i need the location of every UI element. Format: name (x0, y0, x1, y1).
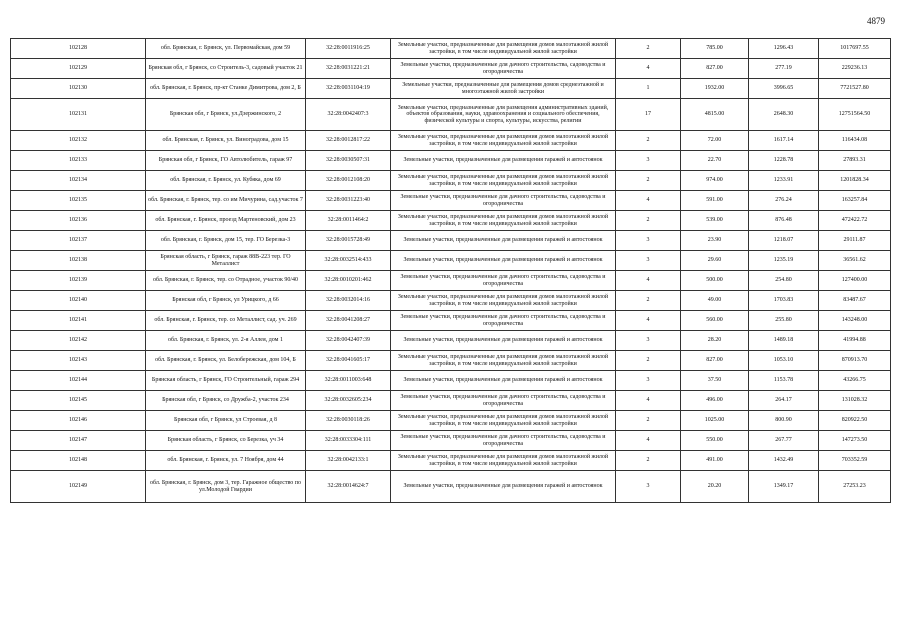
table-row (11, 411, 891, 431)
row-group: 2 (616, 411, 681, 431)
row-cadastral-number: 32:28:0011464:2 (306, 211, 391, 231)
row-specific-value: 264.17 (749, 391, 819, 411)
row-cadastral-value: 143248.00 (819, 311, 891, 331)
row-address: Брянская область, г Брянск, со Березка, уч 34 (146, 431, 306, 451)
row-area: 20.20 (681, 471, 749, 503)
row-number: 102133 (11, 151, 146, 171)
row-land-use: Земельные участки, предназначенные для размещения домов малоэтажной жилой застройки, в том числе индивидуальной жилой застройки (391, 351, 616, 371)
row-area: 827.00 (681, 351, 749, 371)
row-group: 3 (616, 231, 681, 251)
row-cadastral-number: 32:28:0032014:16 (306, 291, 391, 311)
row-cadastral-number: 32:28:0033304:111 (306, 431, 391, 451)
table-row (11, 431, 891, 451)
row-specific-value: 1218.07 (749, 231, 819, 251)
row-land-use: Земельные участки, предназначенные для размещения домов малоэтажной жилой застройки, в том числе индивидуальной жилой застройки (391, 451, 616, 471)
row-area: 491.00 (681, 451, 749, 471)
row-cadastral-number: 32:28:0042407:39 (306, 331, 391, 351)
row-specific-value: 2648.30 (749, 99, 819, 131)
row-land-use: Земельные участки, предназначенные для размещения гаражей и автостоянок (391, 151, 616, 171)
row-area: 500.00 (681, 271, 749, 291)
row-number: 102129 (11, 59, 146, 79)
row-specific-value: 1235.19 (749, 251, 819, 271)
row-land-use: Земельные участки, предназначенные для размещения гаражей и автостоянок (391, 251, 616, 271)
row-area: 37.50 (681, 371, 749, 391)
row-land-use: Земельные участки, предназначенные для размещения домов малоэтажной жилой застройки, в том числе индивидуальной жилой застройки (391, 131, 616, 151)
row-number: 102145 (11, 391, 146, 411)
table-row (11, 331, 891, 351)
table-row (11, 271, 891, 291)
row-area: 550.00 (681, 431, 749, 451)
row-land-use: Земельные участки, предназначенные для размещения административных зданий, объектов образования, науки, здравоохранения и социального обеспечения, физической культуры и спорта, культуры, искусства, религии (391, 99, 616, 131)
row-area: 22.70 (681, 151, 749, 171)
row-specific-value: 1489.18 (749, 331, 819, 351)
row-specific-value: 1153.78 (749, 371, 819, 391)
row-group: 2 (616, 351, 681, 371)
row-cadastral-value: 163257.84 (819, 191, 891, 211)
row-land-use: Земельные участки, предназначенные для дачного строительства, садоводства и огородничества (391, 391, 616, 411)
row-cadastral-value: 27253.23 (819, 471, 891, 503)
row-land-use: Земельные участки, предназначенные для размещения домов среднеэтажной и многоэтажной жилой застройки (391, 79, 616, 99)
row-specific-value: 254.80 (749, 271, 819, 291)
row-number: 102137 (11, 231, 146, 251)
row-cadastral-value: 43266.75 (819, 371, 891, 391)
row-cadastral-number: 32:28:0011916:25 (306, 39, 391, 59)
row-area: 1932.00 (681, 79, 749, 99)
row-address: Брянская обл, г Брянск, со Дружба-2, участок 234 (146, 391, 306, 411)
row-cadastral-value: 29111.87 (819, 231, 891, 251)
row-area: 785.00 (681, 39, 749, 59)
table-row (11, 211, 891, 231)
row-cadastral-value: 472422.72 (819, 211, 891, 231)
row-number: 102147 (11, 431, 146, 451)
row-specific-value: 1349.17 (749, 471, 819, 503)
row-group: 4 (616, 391, 681, 411)
row-address: обл. Брянская, г. Брянск, дом 3, тер. Гаражное общество по ул.Молодой Гвардии (146, 471, 306, 503)
row-land-use: Земельные участки, предназначенные для размещения гаражей и автостоянок (391, 231, 616, 251)
row-number: 102148 (11, 451, 146, 471)
row-cadastral-value: 147273.50 (819, 431, 891, 451)
row-area: 496.00 (681, 391, 749, 411)
row-cadastral-value: 820922.50 (819, 411, 891, 431)
row-group: 2 (616, 291, 681, 311)
row-number: 102144 (11, 371, 146, 391)
row-cadastral-number: 32:28:0015728:49 (306, 231, 391, 251)
row-area: 4815.00 (681, 99, 749, 131)
row-area: 29.60 (681, 251, 749, 271)
row-address: обл. Брянская, г. Брянск, ул. Белобережская, дом 104, Б (146, 351, 306, 371)
table-row (11, 79, 891, 99)
row-specific-value: 800.90 (749, 411, 819, 431)
row-cadastral-value: 703352.59 (819, 451, 891, 471)
row-number: 102143 (11, 351, 146, 371)
row-group: 17 (616, 99, 681, 131)
table-row (11, 391, 891, 411)
row-land-use: Земельные участки, предназначенные для размещения домов малоэтажной жилой застройки, в том числе индивидуальной жилой застройки (391, 291, 616, 311)
row-cadastral-value: 27893.31 (819, 151, 891, 171)
row-area: 827.00 (681, 59, 749, 79)
row-group: 4 (616, 311, 681, 331)
row-number: 102142 (11, 331, 146, 351)
row-specific-value: 1296.43 (749, 39, 819, 59)
row-cadastral-value: 870913.70 (819, 351, 891, 371)
row-address: обл. Брянская, г. Брянск, тер. со Отрадное, участок 90/40 (146, 271, 306, 291)
row-area: 1025.00 (681, 411, 749, 431)
row-specific-value: 1233.91 (749, 171, 819, 191)
row-specific-value: 276.24 (749, 191, 819, 211)
row-address: Брянская обл, г Брянск, ул Строевая, д 8 (146, 411, 306, 431)
row-cadastral-number: 32:28:0012817:22 (306, 131, 391, 151)
row-group: 3 (616, 251, 681, 271)
row-cadastral-value: 7721527.80 (819, 79, 891, 99)
row-specific-value: 876.48 (749, 211, 819, 231)
row-land-use: Земельные участки, предназначенные для дачного строительства, садоводства и огородничества (391, 311, 616, 331)
row-group: 2 (616, 211, 681, 231)
row-number: 102138 (11, 251, 146, 271)
row-number: 102146 (11, 411, 146, 431)
row-number: 102139 (11, 271, 146, 291)
row-specific-value: 1228.78 (749, 151, 819, 171)
row-group: 2 (616, 131, 681, 151)
row-number: 102141 (11, 311, 146, 331)
row-land-use: Земельные участки, предназначенные для дачного строительства, садоводства и огородничества (391, 191, 616, 211)
row-land-use: Земельные участки, предназначенные для размещения гаражей и автостоянок (391, 371, 616, 391)
row-address: обл. Брянская, г. Брянск, ул. Первомайская, дом 59 (146, 39, 306, 59)
table-row (11, 59, 891, 79)
row-cadastral-value: 1017697.55 (819, 39, 891, 59)
row-cadastral-number: 32:28:0031104:19 (306, 79, 391, 99)
row-area: 23.90 (681, 231, 749, 251)
row-number: 102149 (11, 471, 146, 503)
row-cadastral-number: 32:28:0014624:7 (306, 471, 391, 503)
row-number: 102131 (11, 99, 146, 131)
table-body (11, 39, 891, 503)
table-row (11, 291, 891, 311)
table-row (11, 99, 891, 131)
row-group: 3 (616, 471, 681, 503)
row-cadastral-value: 229236.13 (819, 59, 891, 79)
table-row (11, 231, 891, 251)
row-cadastral-number: 32:28:0031221:21 (306, 59, 391, 79)
row-specific-value: 255.80 (749, 311, 819, 331)
row-specific-value: 267.77 (749, 431, 819, 451)
row-specific-value: 1432.49 (749, 451, 819, 471)
row-address: обл. Брянская, г. Брянск, ул. Виноградова, дом 15 (146, 131, 306, 151)
row-group: 4 (616, 271, 681, 291)
row-address: обл. Брянская, г. Брянск, тер. со им Мичурина, сад.участок 7 (146, 191, 306, 211)
row-address: обл. Брянская, г. Брянск, проезд Мартеновский, дом 23 (146, 211, 306, 231)
row-cadastral-value: 83487.67 (819, 291, 891, 311)
row-number: 102135 (11, 191, 146, 211)
table-row (11, 131, 891, 151)
row-specific-value: 1053.10 (749, 351, 819, 371)
row-number: 102130 (11, 79, 146, 99)
row-area: 591.00 (681, 191, 749, 211)
row-cadastral-number: 32:28:0032605:234 (306, 391, 391, 411)
row-cadastral-number: 32:28:0032514:433 (306, 251, 391, 271)
table-row (11, 151, 891, 171)
row-cadastral-value: 41994.88 (819, 331, 891, 351)
row-cadastral-value: 131028.32 (819, 391, 891, 411)
row-cadastral-number: 32:28:0011003:648 (306, 371, 391, 391)
row-cadastral-number: 32:28:0042407:3 (306, 99, 391, 131)
row-specific-value: 3996.65 (749, 79, 819, 99)
row-address: обл. Брянская, г. Брянск, ул. 2-я Аллея, дом 1 (146, 331, 306, 351)
table-row (11, 39, 891, 59)
row-cadastral-value: 12751564.50 (819, 99, 891, 131)
row-land-use: Земельные участки, предназначенные для размещения домов малоэтажной жилой застройки, в том числе индивидуальной жилой застройки (391, 171, 616, 191)
cadastral-value-table (10, 38, 891, 503)
row-number: 102134 (11, 171, 146, 191)
row-group: 3 (616, 331, 681, 351)
row-address: обл. Брянская, г. Брянск, ул. 7 Ноября, дом 44 (146, 451, 306, 471)
row-group: 4 (616, 59, 681, 79)
row-address: Брянская обл, г Брянск, ГО Автолюбитель, гараж 97 (146, 151, 306, 171)
table-row (11, 251, 891, 271)
row-address: обл. Брянская, г. Брянск, ул. Кубяка, дом 69 (146, 171, 306, 191)
row-cadastral-number: 32:28:0031223:40 (306, 191, 391, 211)
row-land-use: Земельные участки, предназначенные для размещения гаражей и автостоянок (391, 331, 616, 351)
table-row (11, 191, 891, 211)
row-land-use: Земельные участки, предназначенные для размещения домов малоэтажной жилой застройки, в том числе индивидуальной жилой застройки (391, 411, 616, 431)
table-row (11, 371, 891, 391)
row-group: 1 (616, 79, 681, 99)
row-address: Брянская обл, г Брянск, со Строитель-3, садовый участок 21 (146, 59, 306, 79)
row-land-use: Земельные участки, предназначенные для дачного строительства, садоводства и огородничества (391, 271, 616, 291)
row-cadastral-value: 116434.08 (819, 131, 891, 151)
table-row (11, 451, 891, 471)
row-cadastral-number: 32:28:0042133:1 (306, 451, 391, 471)
table-row (11, 311, 891, 331)
row-cadastral-number: 32:28:0010201:462 (306, 271, 391, 291)
row-address: Брянская область, г Брянск, гараж 88В-223 тер. ГО Металлист (146, 251, 306, 271)
row-address: Брянская обл, г Брянск, ул.Дзержинского, 2 (146, 99, 306, 131)
row-address: обл. Брянская, г. Брянск, тер. со Металлист, сад. уч. 269 (146, 311, 306, 331)
row-land-use: Земельные участки, предназначенные для размещения гаражей и автостоянок (391, 471, 616, 503)
row-area: 539.00 (681, 211, 749, 231)
row-group: 3 (616, 151, 681, 171)
row-cadastral-number: 32:28:0030507:31 (306, 151, 391, 171)
row-land-use: Земельные участки, предназначенные для дачного строительства, садоводства и огородничества (391, 431, 616, 451)
row-area: 72.00 (681, 131, 749, 151)
row-specific-value: 1617.14 (749, 131, 819, 151)
row-group: 2 (616, 39, 681, 59)
row-cadastral-number: 32:28:0041605:17 (306, 351, 391, 371)
page-number: 4879 (867, 16, 885, 26)
row-area: 28.20 (681, 331, 749, 351)
row-land-use: Земельные участки, предназначенные для размещения домов малоэтажной жилой застройки, в том числе индивидуальной жилой застройки (391, 211, 616, 231)
row-cadastral-number: 32:28:0030118:26 (306, 411, 391, 431)
row-land-use: Земельные участки, предназначенные для размещения домов малоэтажной жилой застройки, в том числе индивидуальной жилой застройки (391, 39, 616, 59)
row-cadastral-number: 32:28:0012108:20 (306, 171, 391, 191)
row-land-use: Земельные участки, предназначенные для дачного строительства, садоводства и огородничества (391, 59, 616, 79)
table-row (11, 471, 891, 503)
row-group: 2 (616, 171, 681, 191)
row-group: 4 (616, 191, 681, 211)
row-area: 49.00 (681, 291, 749, 311)
row-group: 4 (616, 431, 681, 451)
row-address: обл. Брянская, г. Брянск, пр-кт Станке Димитрова, дом 2, Б (146, 79, 306, 99)
row-area: 974.00 (681, 171, 749, 191)
row-group: 3 (616, 371, 681, 391)
row-number: 102140 (11, 291, 146, 311)
row-number: 102128 (11, 39, 146, 59)
row-cadastral-value: 36561.62 (819, 251, 891, 271)
row-group: 2 (616, 451, 681, 471)
row-address: Брянская обл, г Брянск, ул Урицкого, д 66 (146, 291, 306, 311)
row-address: обл. Брянская, г. Брянск, дом 15, тер. ГО Березка-3 (146, 231, 306, 251)
row-cadastral-value: 127400.00 (819, 271, 891, 291)
row-address: Брянская область, г Брянск, ГО Строительный, гараж 294 (146, 371, 306, 391)
row-specific-value: 277.19 (749, 59, 819, 79)
row-cadastral-value: 1201828.34 (819, 171, 891, 191)
table-row (11, 171, 891, 191)
row-specific-value: 1703.83 (749, 291, 819, 311)
row-number: 102132 (11, 131, 146, 151)
table-row (11, 351, 891, 371)
row-area: 560.00 (681, 311, 749, 331)
row-cadastral-number: 32:28:0041208:27 (306, 311, 391, 331)
row-number: 102136 (11, 211, 146, 231)
